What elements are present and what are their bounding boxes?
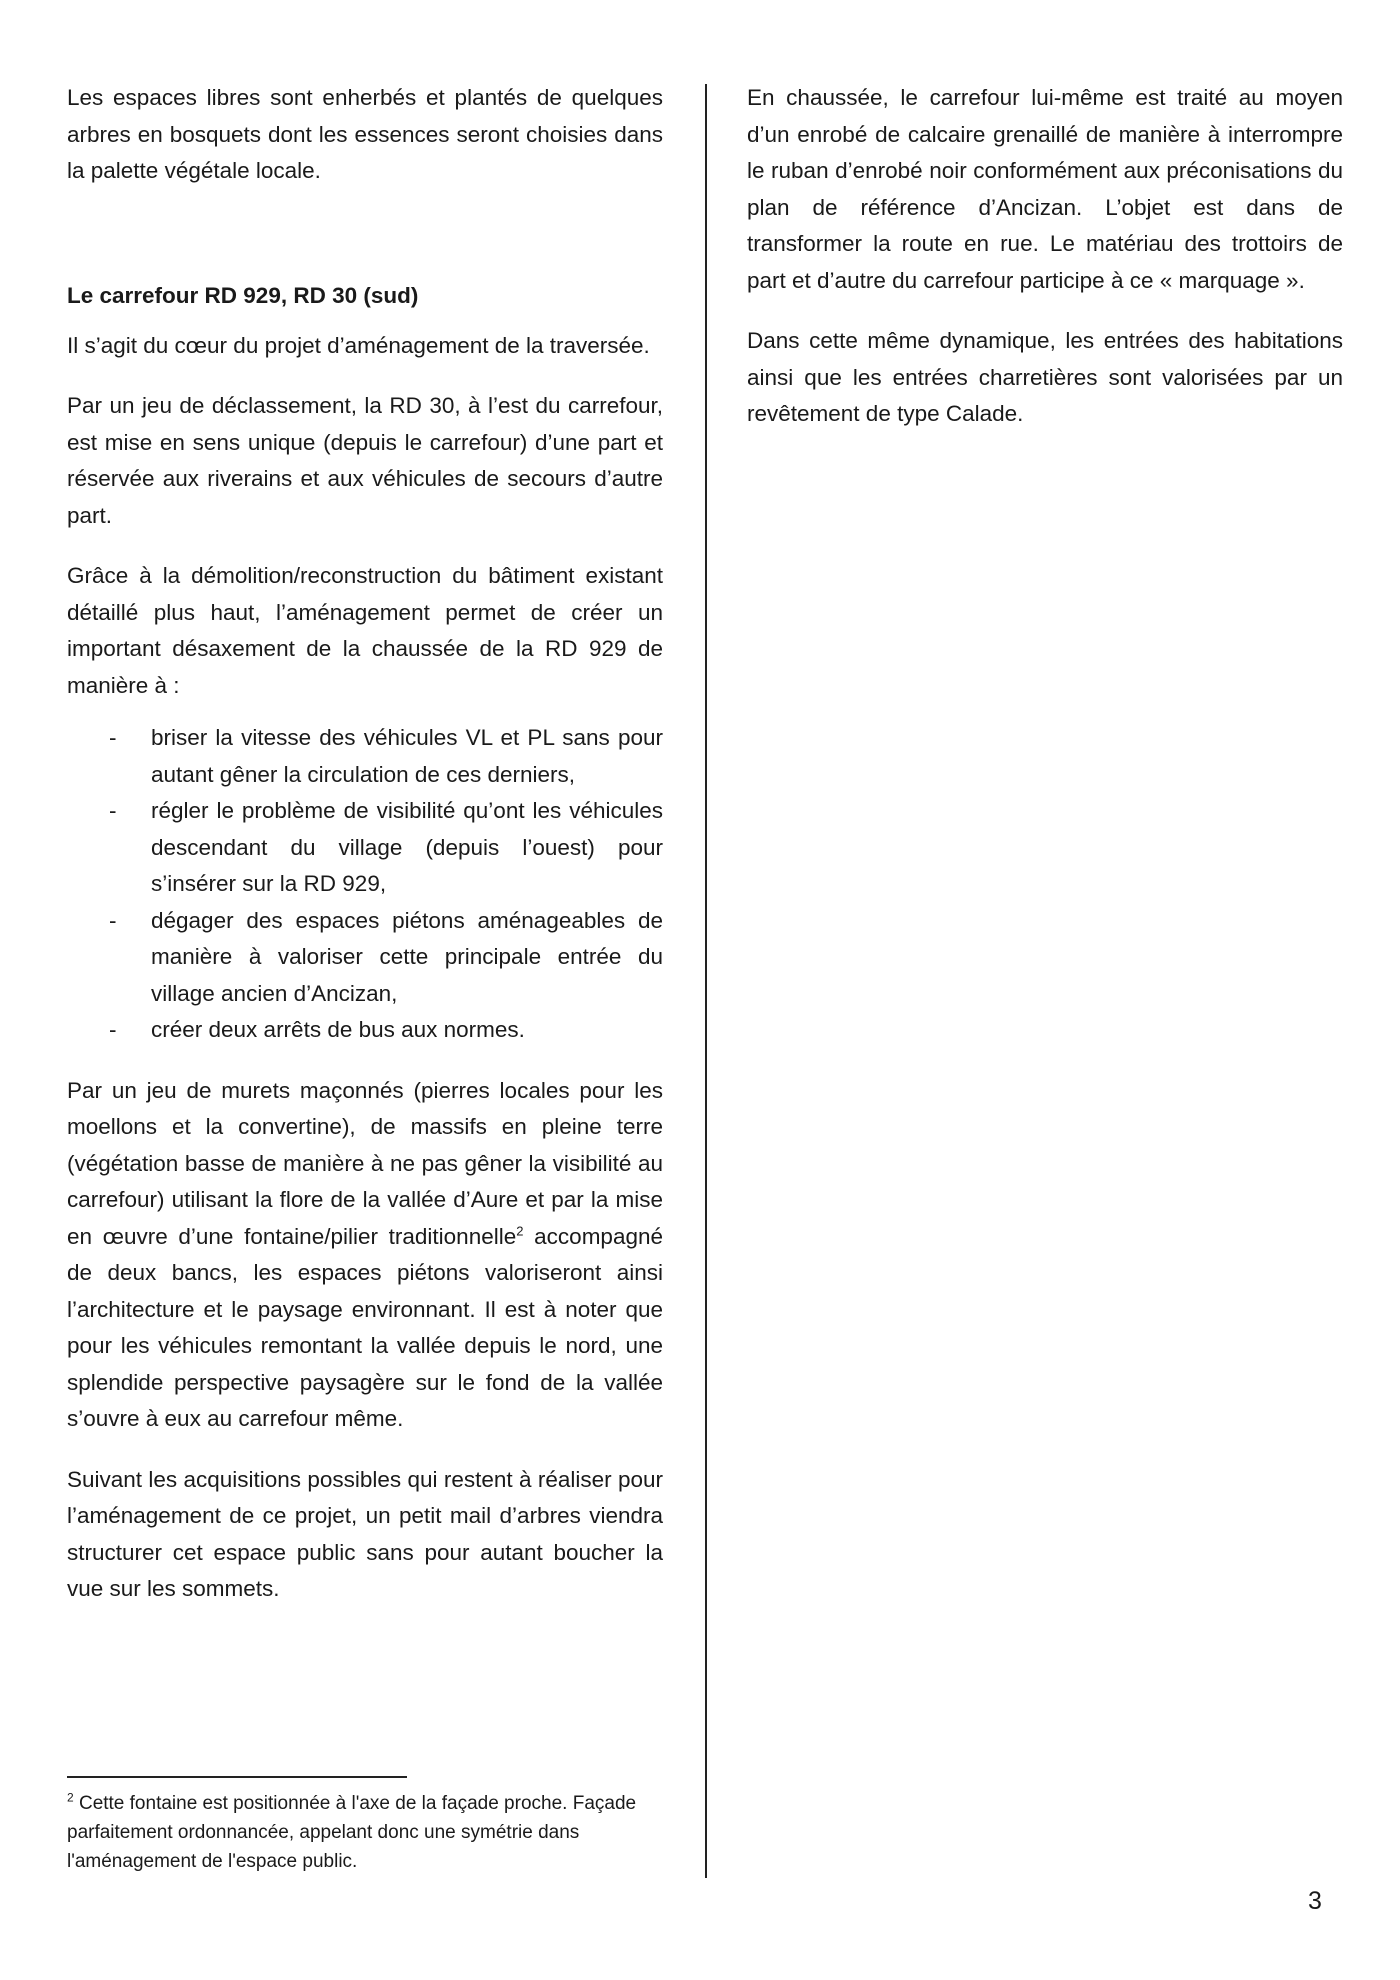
footnote-number: 2 [67,1790,74,1805]
paragraph: Grâce à la démolition/reconstruction du bâtiment existant détaillé plus haut, l’aménagement permet de créer un important désaxement de la chaussée de la RD 929 de manière à : [67,563,663,698]
dash-marker: - [109,907,117,933]
paragraph-text: accompagné de deux bancs, les espaces piétons valoriseront ainsi l’architecture et le paysage environnant. Il est à noter que pour les véhicules remontant la vallée depuis le nord, une splendide perspective paysagère sur le fond de la vallée s’ouvre à eux au carrefour même. [67,1223,664,1431]
list-item [67,793,663,903]
footnote-separator [67,1776,407,1778]
column-divider [705,84,707,1878]
paragraph: Dans cette même dynamique, les entrées des habitations ainsi que les entrées charretières sont valorisées par un revêtement de type Calade. [747,328,1343,426]
footnote [67,1789,657,1876]
dash-marker: - [109,798,117,823]
list-item [67,1012,663,1049]
paragraph: Suivant les acquisitions possibles qui restent à réaliser pour l’aménagement de ce projet, un petit mail d’arbres viendra structurer cet espace public sans pour autant boucher la vue sur les sommets. [67,1466,663,1601]
list-item-text: dégager des espaces piétons aménageables de manière à valoriser cette principale entrée du village ancien d’Ancizan, [151,907,663,1006]
paragraph: En chaussée, le carrefour lui-même est traité au moyen d’un enrobé de calcaire grenaillé de manière à interrompre le ruban d’enrobé noir conformément aux préconisations du plan de référence d’Ancizan. L’objet est dans de transformer la route en rue. Le matériau des trottoirs de part et d’autre du carrefour participe à ce « marquage ». [747,85,1343,293]
list-item-text: briser la vitesse des véhicules VL et PL sans pour autant gêner la circulation de ces derniers, [151,725,663,787]
paragraph-text: Par un jeu de murets maçonnés (pierres locales pour les moellons et la convertine), de massifs en pleine terre (végétation basse de manière à ne pas gêner la visibilité au carrefour) utilisant la flore de la vallée d’Aure et par la mise en œuvre d’une fontaine/pilier traditionnelle [67,1077,663,1249]
left-column [67,80,663,1632]
list-item-text: créer deux arrêts de bus aux normes. [151,1017,525,1042]
paragraph: Il s’agit du cœur du projet d’aménagement de la traversée. [67,332,650,358]
paragraph-with-footnote [67,1073,663,1438]
footnote-reference[interactable]: 2 [516,1223,524,1238]
right-column [747,80,1343,457]
paragraph: Par un jeu de déclassement, la RD 30, à l’est du carrefour, est mise en sens unique (depuis le carrefour) d’une part et réservée aux riverains et aux véhicules de secours d’autre part. [67,393,663,528]
footnote-text: Cette fontaine est positionnée à l'axe de la façade proche. Façade parfaitement ordonnancée, appelant donc une symétrie dans l'aménagement de l'espace public. [67,1793,637,1872]
dash-marker: - [109,1017,117,1042]
list-item [67,720,663,793]
list-item [67,903,663,1013]
list-item-text: régler le problème de visibilité qu’ont les véhicules descendant du village (depuis l’ouest) pour s’insérer sur la RD 929, [151,798,663,896]
page-number: 3 [1308,1887,1322,1915]
dash-marker: - [109,725,117,750]
section-heading: Le carrefour RD 929, RD 30 (sud) [67,282,419,308]
intro-paragraph: Les espaces libres sont enherbés et plantés de quelques arbres en bosquets dont les essences seront choisies dans la palette végétale locale. [67,85,663,183]
bullet-list [67,720,663,1049]
